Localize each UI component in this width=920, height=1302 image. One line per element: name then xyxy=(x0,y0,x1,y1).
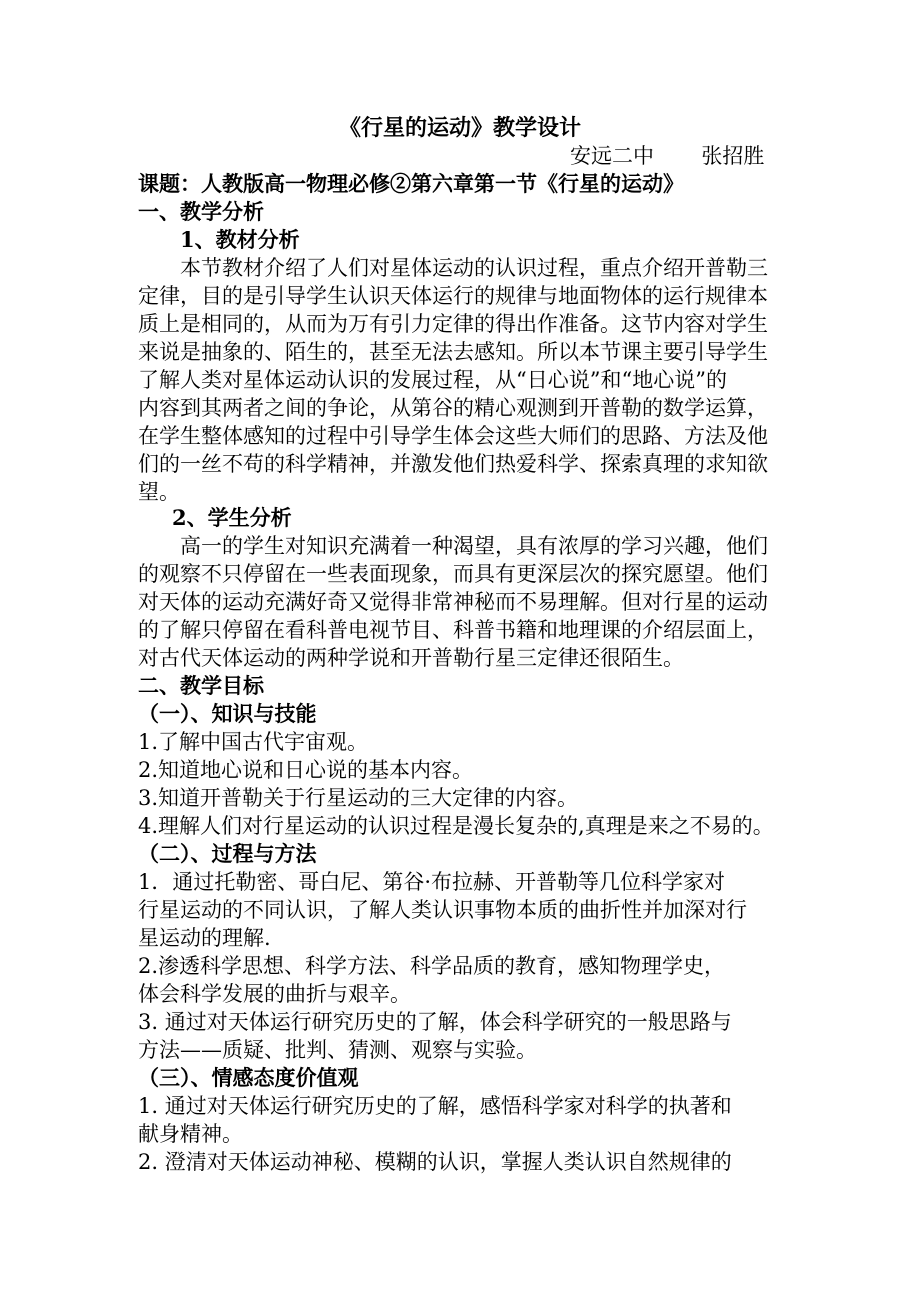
list-item: 3. 通过对天体运行研究历史的了解，体会科学研究的一般思路与 xyxy=(138,1010,732,1034)
paragraph-line: 定律，目的是引导学生认识天体运行的规律与地面物体的运行规律本 xyxy=(138,284,768,308)
list-item: 2. 澄清对天体运动神秘、模糊的认识，掌握人类认识自然规律的 xyxy=(138,1150,732,1174)
paragraph-line: 高一的学生对知识充满着一种渴望，具有浓厚的学习兴趣，他们 xyxy=(180,534,768,558)
list-item: 3.知道开普勒关于行星运动的三大定律的内容。 xyxy=(138,786,579,810)
list-item: 1．通过托勒密、哥白尼、第谷·布拉赫、开普勒等几位科学家对 xyxy=(138,870,726,894)
section1-sub1-heading: 1、教材分析 xyxy=(180,227,300,252)
subject-line: 课题：人教版高一物理必修②第六章第一节《行星的运动》 xyxy=(138,171,684,196)
paragraph-line: 在学生整体感知的过程中引导学生体会这些大师们的思路、方法及他 xyxy=(138,424,768,448)
paragraph-line: 们的一丝不苟的科学精神，并激发他们热爱科学、探索真理的求知欲 xyxy=(138,452,768,476)
document-title: 《行星的运动》教学设计 xyxy=(338,115,581,141)
paragraph-line: 望。 xyxy=(138,480,180,504)
list-item: 星运动的理解. xyxy=(138,926,271,950)
paragraph-line: 的了解只停留在看科普电视节目、科普书籍和地理课的介绍层面上， xyxy=(138,618,768,642)
list-item: 2.渗透科学思想、科学方法、科学品质的教育，感知物理学史， xyxy=(138,954,726,978)
section2-part2-heading: （二）、过程与方法 xyxy=(138,841,317,866)
paragraph-line: 了解人类对星体运动认识的发展过程，从“日心说”和“地心说”的 xyxy=(138,368,727,392)
section1-heading: 一、教学分析 xyxy=(138,199,264,224)
section1-sub2-heading: 2、学生分析 xyxy=(172,505,292,530)
paragraph-line: 对古代天体运动的两种学说和开普勒行星三定律还很陌生。 xyxy=(138,646,684,670)
author-name: 张招胜 xyxy=(701,144,765,168)
section2-part1-heading: （一）、知识与技能 xyxy=(138,701,317,726)
paragraph-line: 本节教材介绍了人们对星体运动的认识过程，重点介绍开普勒三 xyxy=(180,256,768,280)
paragraph-line: 内容到其两者之间的争论，从第谷的精心观测到开普勒的数学运算， xyxy=(138,396,768,420)
list-item: 方法——质疑、批判、猜测、观察与实验。 xyxy=(138,1038,537,1062)
school-name: 安远二中 xyxy=(570,144,654,168)
paragraph-line: 质上是相同的，从而为万有引力定律的得出作准备。这节内容对学生 xyxy=(138,312,768,336)
list-item: 献身精神。 xyxy=(138,1122,243,1146)
section2-heading: 二、教学目标 xyxy=(138,673,264,698)
list-item: 1.了解中国古代宇宙观。 xyxy=(138,730,369,754)
list-item: 1. 通过对天体运行研究历史的了解，感悟科学家对科学的执著和 xyxy=(138,1094,732,1118)
list-item: 4.理解人们对行星运动的认识过程是漫长复杂的,真理是来之不易的。 xyxy=(138,814,774,838)
paragraph-line: 对天体的运动充满好奇又觉得非常神秘而不易理解。但对行星的运动 xyxy=(138,590,768,614)
list-item: 行星运动的不同认识，了解人类认识事物本质的曲折性并加深对行 xyxy=(138,898,747,922)
list-item: 2.知道地心说和日心说的基本内容。 xyxy=(138,758,474,782)
list-item: 体会科学发展的曲折与艰辛。 xyxy=(138,982,411,1006)
section2-part3-heading: （三）、情感态度价值观 xyxy=(138,1065,359,1090)
paragraph-line: 来说是抽象的、陌生的，甚至无法去感知。所以本节课主要引导学生 xyxy=(138,340,768,364)
author-line xyxy=(570,142,764,170)
paragraph-line: 的观察不只停留在一些表面现象，而具有更深层次的探究愿望。他们 xyxy=(138,562,768,586)
